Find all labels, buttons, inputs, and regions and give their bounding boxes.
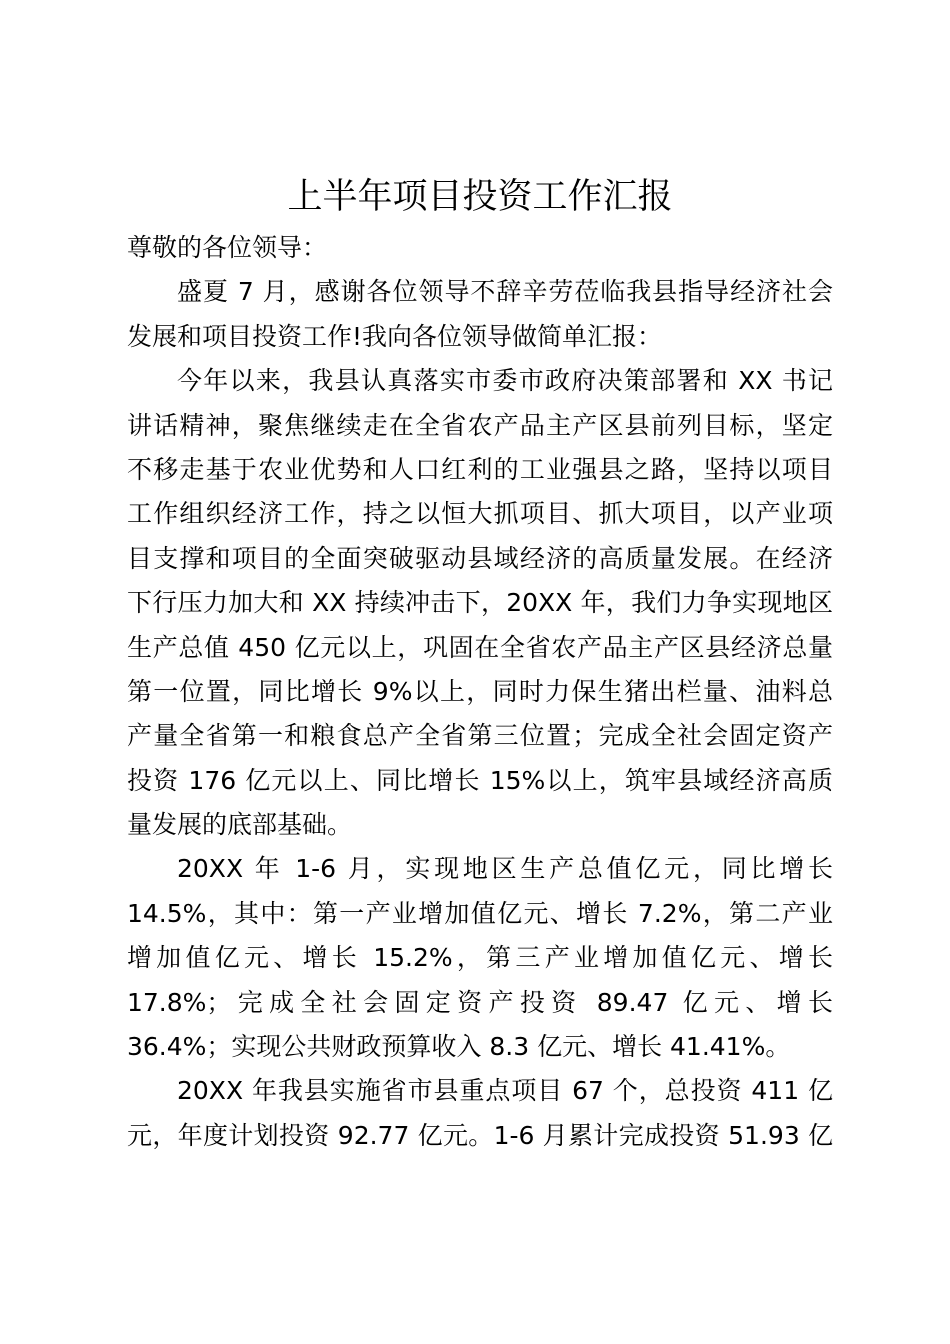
paragraph-line: 增加值亿元、增长 15.2%，第三产业增加值亿元、增长 (127, 943, 833, 973)
paragraph-overview (127, 359, 833, 847)
salutation: 尊敬的各位领导： (127, 233, 328, 262)
paragraph-line: 20XX 年 1-6 月，实现地区生产总值亿元，同比增长 (177, 854, 833, 884)
paragraph-key-projects (127, 1069, 833, 1158)
paragraph-line: 下行压力加大和 XX 持续冲击下，20XX 年，我们力争实现地区 (127, 588, 833, 618)
paragraph-opening (127, 270, 833, 359)
paragraph-line: 工作组织经济工作，持之以恒大抓项目、抓大项目，以产业项 (127, 499, 833, 529)
paragraph-line: 讲话精神，聚焦继续走在全省农产品主产区县前列目标，坚定 (127, 410, 833, 440)
paragraph-line: 不移走基于农业优势和人口红利的工业强县之路，坚持以项目 (127, 454, 833, 484)
paragraph-line: 第一位置，同比增长 9%以上，同时力保生猪出栏量、油料总 (127, 676, 833, 706)
paragraph-line: 投资 176 亿元以上、同比增长 15%以上，筑牢县域经济高质 (127, 765, 833, 795)
document-page (127, 172, 833, 1158)
paragraph-line: 目支撑和项目的全面突破驱动县域经济的高质量发展。在经济 (127, 543, 833, 573)
paragraph-line: 17.8%；完成全社会固定资产投资 89.47 亿元、增长 (127, 987, 833, 1017)
paragraph-line: 14.5%，其中：第一产业增加值亿元、增长 7.2%，第二产业 (127, 898, 833, 928)
paragraph-line: 20XX 年我县实施省市县重点项目 67 个，总投资 411 亿 (177, 1076, 833, 1106)
paragraph-line: 盛夏 7 月，感谢各位领导不辞辛劳莅临我县指导经济社会 (177, 277, 833, 307)
paragraph-half-year-stats (127, 847, 833, 1069)
paragraph-line: 元，年度计划投资 92.77 亿元。1-6 月累计完成投资 51.93 亿 (127, 1120, 833, 1150)
paragraph-line: 产量全省第一和粮食总产全省第三位置；完成全社会固定资产 (127, 721, 833, 751)
paragraph-line: 量发展的底部基础。 (127, 810, 353, 840)
paragraph-line: 36.4%；实现公共财政预算收入 8.3 亿元、增长 41.41%。 (127, 1032, 791, 1062)
paragraph-line: 发展和项目投资工作!我向各位领导做简单汇报： (127, 321, 663, 351)
document-title: 上半年项目投资工作汇报 (287, 177, 673, 217)
paragraph-line: 今年以来，我县认真落实市委市政府决策部署和 XX 书记 (177, 366, 833, 396)
paragraph-line: 生产总值 450 亿元以上，巩固在全省农产品主产区县经济总量 (127, 632, 833, 662)
